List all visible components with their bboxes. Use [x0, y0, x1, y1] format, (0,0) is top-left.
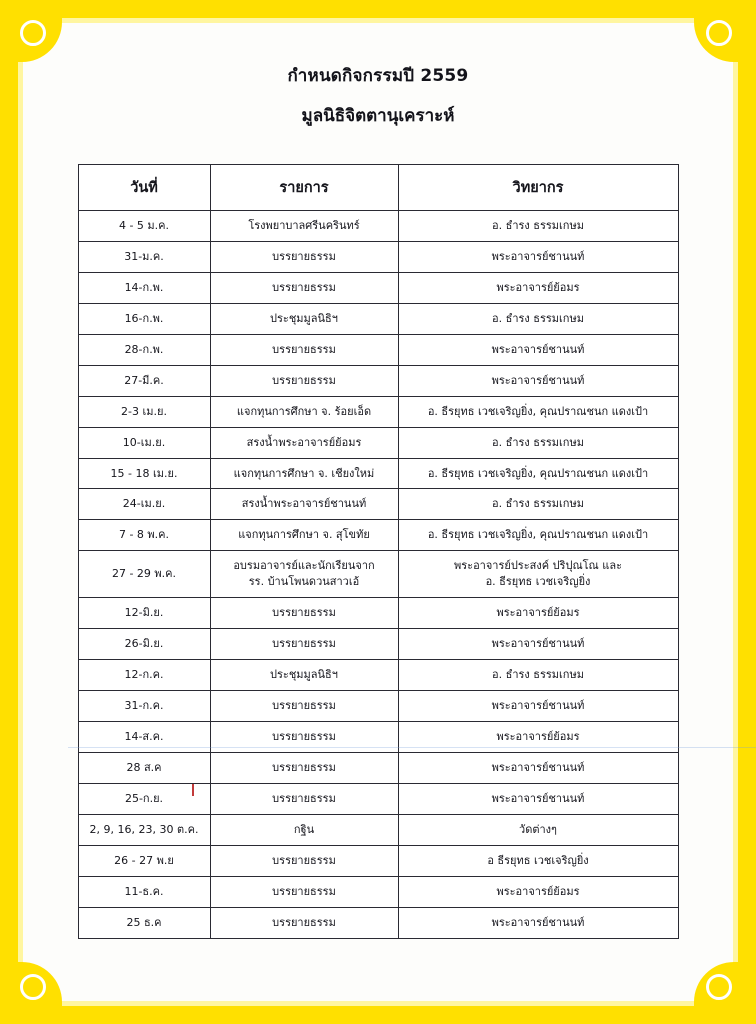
- table-row: [78, 365, 678, 396]
- cell-date: 14-ก.พ.: [78, 272, 210, 303]
- cell-item: บรรยายธรรม: [210, 334, 398, 365]
- cell-speaker: อ. ธีรยุทธ เวชเจริญยิ่ง, คุณปราณชนก แดงเป้า: [398, 458, 678, 489]
- cell-date: 31-ก.ค.: [78, 691, 210, 722]
- cell-speaker: พระอาจารย์ย้อมร: [398, 272, 678, 303]
- document-title: กำหนดกิจกรรมปี 2559: [287, 66, 469, 86]
- cell-speaker: พระอาจารย์ชานนท์: [398, 365, 678, 396]
- document-subtitle: มูลนิธิจิตตานุเคราะห์: [301, 106, 455, 126]
- table-row: [78, 551, 678, 598]
- handwritten-tick-mark: [192, 784, 194, 796]
- table-header: [78, 165, 678, 211]
- table-row: [78, 303, 678, 334]
- cell-item: อบรมอาจารย์และนักเรียนจาก รร. บ้านโพนดวนสาวเอ้: [210, 551, 398, 598]
- cell-speaker: พระอาจารย์ชานนท์: [398, 334, 678, 365]
- cell-date: 2, 9, 16, 23, 30 ต.ค.: [78, 814, 210, 845]
- cell-date: 27-มี.ค.: [78, 365, 210, 396]
- table-row: [78, 814, 678, 845]
- cell-date: 28-ก.พ.: [78, 334, 210, 365]
- table-row: [78, 458, 678, 489]
- cell-speaker: พระอาจารย์ย้อมร: [398, 598, 678, 629]
- table-row: [78, 598, 678, 629]
- activity-schedule-table: [78, 164, 679, 939]
- cell-item: บรรยายธรรม: [210, 272, 398, 303]
- cell-item: กฐิน: [210, 814, 398, 845]
- cell-date: 4 - 5 ม.ค.: [78, 211, 210, 242]
- cell-speaker: อ. ธำรง ธรรมเกษม: [398, 660, 678, 691]
- cell-item: บรรยายธรรม: [210, 241, 398, 272]
- column-header-date: วันที่: [78, 165, 210, 211]
- cell-item: บรรยายธรรม: [210, 598, 398, 629]
- cell-speaker: พระอาจารย์ชานนท์: [398, 241, 678, 272]
- cell-speaker: พระอาจารย์ชานนท์: [398, 691, 678, 722]
- table-row: [78, 783, 678, 814]
- table-row: [78, 272, 678, 303]
- table-row: [78, 241, 678, 272]
- cell-speaker: พระอาจารย์ย้อมร: [398, 721, 678, 752]
- cell-item: บรรยายธรรม: [210, 691, 398, 722]
- table-row: [78, 396, 678, 427]
- cell-speaker: อ. ธำรง ธรรมเกษม: [398, 427, 678, 458]
- cell-date: 28 ส.ค: [78, 752, 210, 783]
- table-row: [78, 752, 678, 783]
- table-row: [78, 660, 678, 691]
- cell-speaker: วัดต่างๆ: [398, 814, 678, 845]
- cell-date: 31-ม.ค.: [78, 241, 210, 272]
- cell-item: สรงน้ำพระอาจารย์ย้อมร: [210, 427, 398, 458]
- table-row: [78, 845, 678, 876]
- cell-date: 12-มิ.ย.: [78, 598, 210, 629]
- cell-item: แจกทุนการศึกษา จ. เชียงใหม่: [210, 458, 398, 489]
- cell-speaker: อ. ธำรง ธรรมเกษม: [398, 211, 678, 242]
- cell-item: แจกทุนการศึกษา จ. สุโขทัย: [210, 520, 398, 551]
- cell-date: 12-ก.ค.: [78, 660, 210, 691]
- cell-speaker: พระอาจารย์ชานนท์: [398, 907, 678, 938]
- cell-speaker: พระอาจารย์ชานนท์: [398, 752, 678, 783]
- cell-item: ประชุมมูลนิธิฯ: [210, 303, 398, 334]
- cell-item: บรรยายธรรม: [210, 752, 398, 783]
- cell-item: แจกทุนการศึกษา จ. ร้อยเอ็ด: [210, 396, 398, 427]
- cell-item: บรรยายธรรม: [210, 629, 398, 660]
- cell-date: 2-3 เม.ย.: [78, 396, 210, 427]
- cell-speaker: พระอาจารย์ชานนท์: [398, 783, 678, 814]
- cell-date: 24-เม.ย.: [78, 489, 210, 520]
- table-row: [78, 876, 678, 907]
- cell-speaker: อ. ธีรยุทธ เวชเจริญยิ่ง, คุณปราณชนก แดงเป้า: [398, 520, 678, 551]
- cell-item: บรรยายธรรม: [210, 365, 398, 396]
- table-row: [78, 489, 678, 520]
- cell-item: บรรยายธรรม: [210, 876, 398, 907]
- cell-item: บรรยายธรรม: [210, 783, 398, 814]
- cell-item: สรงน้ำพระอาจารย์ชานนท์: [210, 489, 398, 520]
- table-row: [78, 520, 678, 551]
- cell-date: 11-ธ.ค.: [78, 876, 210, 907]
- cell-speaker: อ. ธีรยุทธ เวชเจริญยิ่ง, คุณปราณชนก แดงเป้า: [398, 396, 678, 427]
- table-row: [78, 427, 678, 458]
- table-header-row: [78, 165, 678, 211]
- cell-date: 16-ก.พ.: [78, 303, 210, 334]
- cell-date: 27 - 29 พ.ค.: [78, 551, 210, 598]
- cell-speaker: พระอาจารย์ชานนท์: [398, 629, 678, 660]
- table-body: [78, 211, 678, 939]
- cell-speaker: อ ธีรยุทธ เวชเจริญยิ่ง: [398, 845, 678, 876]
- cell-date: 26 - 27 พ.ย: [78, 845, 210, 876]
- cell-date: 7 - 8 พ.ค.: [78, 520, 210, 551]
- column-header-item: รายการ: [210, 165, 398, 211]
- document-content: [40, 40, 716, 984]
- cell-speaker: อ. ธำรง ธรรมเกษม: [398, 489, 678, 520]
- table-row: [78, 907, 678, 938]
- table-row: [78, 334, 678, 365]
- cell-date: 25 ธ.ค: [78, 907, 210, 938]
- cell-item: บรรยายธรรม: [210, 721, 398, 752]
- cell-date: 15 - 18 เม.ย.: [78, 458, 210, 489]
- table-row: [78, 691, 678, 722]
- table-row: [78, 629, 678, 660]
- cell-date: 14-ส.ค.: [78, 721, 210, 752]
- cell-date: 10-เม.ย.: [78, 427, 210, 458]
- cell-speaker: พระอาจารย์ประสงค์ ปริปุณโณ และ อ. ธีรยุทธ เวชเจริญยิ่ง: [398, 551, 678, 598]
- table-row: [78, 211, 678, 242]
- cell-item: บรรยายธรรม: [210, 907, 398, 938]
- scan-artifact-line: [68, 747, 756, 748]
- cell-date: 25-ก.ย.: [78, 783, 210, 814]
- cell-date: 26-มิ.ย.: [78, 629, 210, 660]
- cell-item: บรรยายธรรม: [210, 845, 398, 876]
- column-header-speaker: วิทยากร: [398, 165, 678, 211]
- cell-speaker: พระอาจารย์ย้อมร: [398, 876, 678, 907]
- cell-speaker: อ. ธำรง ธรรมเกษม: [398, 303, 678, 334]
- cell-item: ประชุมมูลนิธิฯ: [210, 660, 398, 691]
- cell-item: โรงพยาบาลศรีนครินทร์: [210, 211, 398, 242]
